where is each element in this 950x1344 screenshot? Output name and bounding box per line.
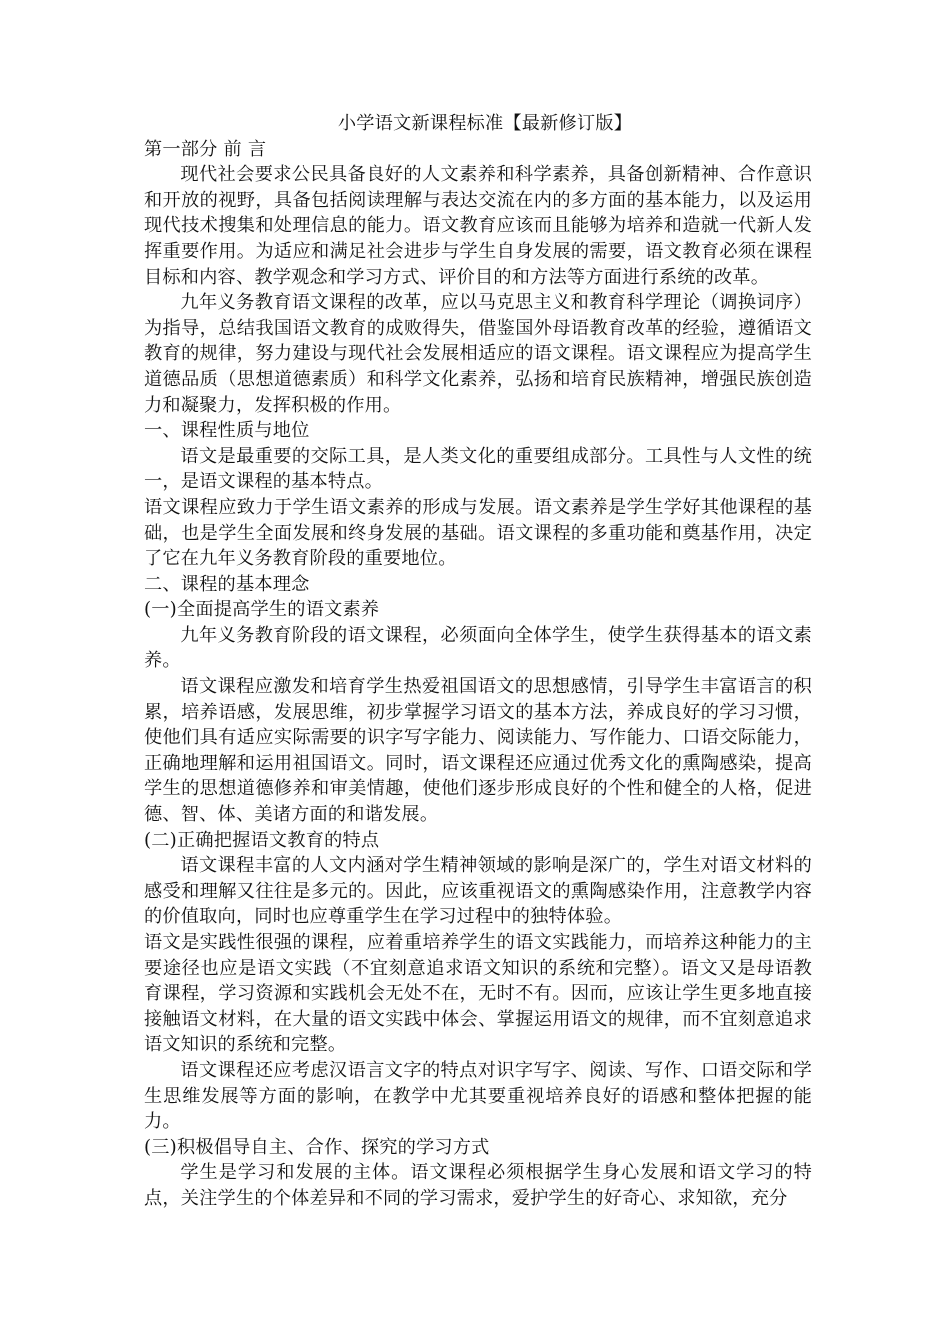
document-title: 小学语文新课程标准【最新修订版】 [337, 113, 633, 134]
paragraph: 语文课程丰富的人文内涵对学生精神领域的影响是深广的，学生对语文材料的感受和理解又往往是多元的。因此，应该重视语文的熏陶感染作用，注意教学内容的价值取向，同时也应尊重学生在学习过程中的独特体验。 [144, 855, 812, 928]
subsection-heading-2: (二)正确把握语文教育的特点 [144, 829, 380, 851]
part-heading-preface: 第一部分 前 言 [144, 138, 267, 160]
paragraph: 语文是实践性很强的课程，应着重培养学生的语文实践能力，而培养这种能力的主要途径也应是语文实践（不宜刻意追求语文知识的系统和完整）。语文又是母语教育课程，学习资源和实践机会无处不在，无时不有。因而，应该让学生更多地直接接触语文材料，在大量的语文实践中体会、掌握运用语文的规律，而不宜刻意追求语文知识的系统和完整。 [144, 932, 812, 1056]
paragraph: 九年义务教育阶段的语文课程，必须面向全体学生，使学生获得基本的语文素养。 [144, 624, 812, 672]
document-body [144, 111, 812, 1212]
section-heading-principles: 二、课程的基本理念 [144, 573, 310, 595]
paragraph: 学生是学习和发展的主体。语文课程必须根据学生身心发展和语文学习的特点，关注学生的个体差异和不同的学习需求，爱护学生的好奇心、求知欲，充分 [144, 1162, 812, 1209]
paragraph: 语文课程应致力于学生语文素养的形成与发展。语文素养是学生学好其他课程的基础，也是学生全面发展和终身发展的基础。语文课程的多重功能和奠基作用，决定了它在九年义务教育阶段的重要地位。 [144, 496, 812, 570]
paragraph: 语文课程还应考虑汉语言文字的特点对识字写字、阅读、写作、口语交际和学生思维发展等方面的影响，在教学中尤其要重视培养良好的语感和整体把握的能力。 [144, 1059, 812, 1133]
subsection-heading-3: (三)积极倡导自主、合作、探究的学习方式 [144, 1136, 490, 1158]
paragraph: 九年义务教育语文课程的改革，应以马克思主义和教育科学理论（调换词序）为指导，总结我国语文教育的成败得失，借鉴国外母语教育改革的经验，遵循语文教育的规律，努力建设与现代社会发展相适应的语文课程。语文课程应为提高学生道德品质（思想道德素质）和科学文化素养，弘扬和培育民族精神，增强民族创造力和凝聚力，发挥积极的作用。 [144, 292, 812, 416]
paragraph: 语文课程应激发和培育学生热爱祖国语文的思想感情，引导学生丰富语言的积累，培养语感，发展思维，初步掌握学习语文的基本方法，养成良好的学习习惯，使他们具有适应实际需要的识字写字能力、阅读能力、写作能力、口语交际能力，正确地理解和运用祖国语文。同时，语文课程还应通过优秀文化的熏陶感染，提高学生的思想道德修养和审美情趣，使他们逐步形成良好的个性和健全的人格，促进德、智、体、美诸方面的和谐发展。 [144, 676, 812, 826]
section-heading-nature: 一、课程性质与地位 [144, 420, 310, 442]
paragraph: 语文是最重要的交际工具，是人类文化的重要组成部分。工具性与人文性的统一，是语文课程的基本特点。 [144, 445, 812, 493]
paragraph: 现代社会要求公民具备良好的人文素养和科学素养，具备创新精神、合作意识和开放的视野，具备包括阅读理解与表达交流在内的多方面的基本能力，以及运用现代技术搜集和处理信息的能力。语文教育应该而且能够为培养和造就一代新人发挥重要作用。为适应和满足社会进步与学生自身发展的需要，语文教育必须在课程目标和内容、教学观念和学习方式、评价目的和方法等方面进行系统的改革。 [144, 164, 812, 288]
subsection-heading-1: (一)全面提高学生的语文素养 [144, 599, 380, 621]
